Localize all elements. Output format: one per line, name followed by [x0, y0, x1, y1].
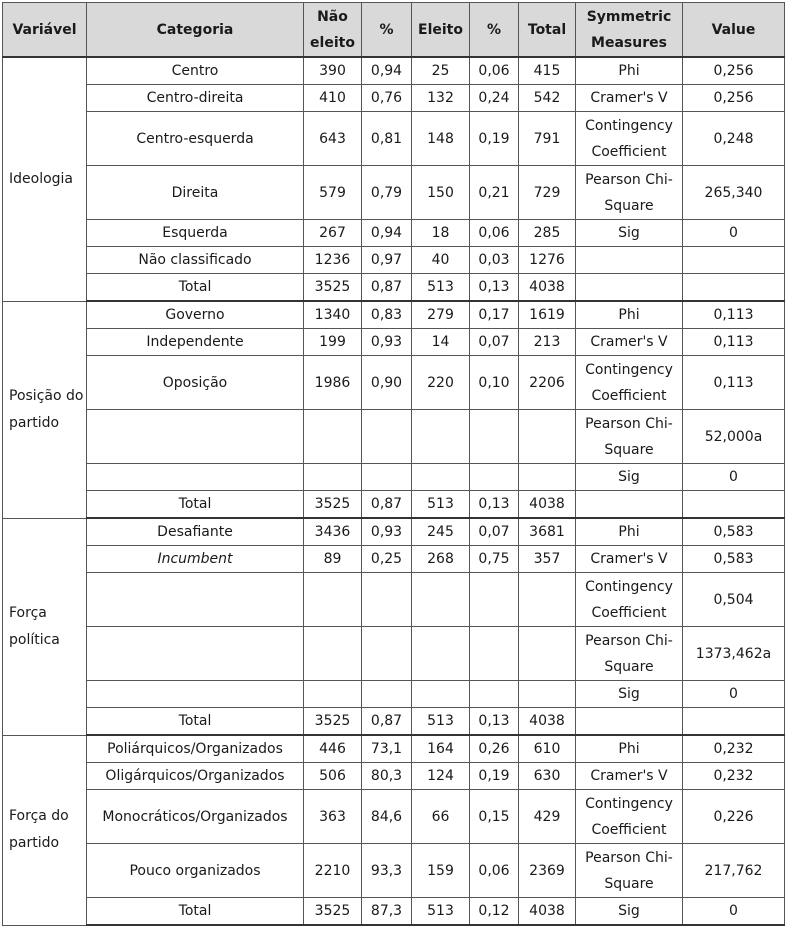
value-cell: 0,232 [683, 763, 785, 790]
value-cell [683, 247, 785, 274]
total-cell: 610 [519, 735, 576, 763]
percent-eleito-cell [470, 573, 519, 627]
table-row [3, 356, 785, 410]
table-row [3, 410, 785, 464]
eleito-cell: 279 [412, 301, 470, 329]
eleito-cell: 25 [412, 57, 470, 85]
value-cell [683, 274, 785, 302]
percent-eleito-cell: 0,06 [470, 844, 519, 898]
categoria-cell: Pouco organizados [87, 844, 304, 898]
nao-eleito-cell: 3525 [304, 708, 362, 736]
table-row [3, 85, 785, 112]
table-row [3, 518, 785, 546]
percent-eleito-cell: 0,10 [470, 356, 519, 410]
total-cell: 1276 [519, 247, 576, 274]
total-cell: 1619 [519, 301, 576, 329]
percent-nao-cell: 84,6 [362, 790, 412, 844]
value-cell: 0,226 [683, 790, 785, 844]
nao-eleito-cell: 446 [304, 735, 362, 763]
nao-eleito-cell: 643 [304, 112, 362, 166]
percent-nao-cell: 80,3 [362, 763, 412, 790]
percent-nao-cell: 0,90 [362, 356, 412, 410]
measure-cell: Cramer's V [576, 85, 683, 112]
percent-eleito-cell: 0,13 [470, 274, 519, 302]
percent-eleito-cell: 0,17 [470, 301, 519, 329]
categoria-cell: Incumbent [87, 546, 304, 573]
percent-eleito-cell: 0,12 [470, 898, 519, 926]
categoria-cell: Poliárquicos/Organizados [87, 735, 304, 763]
results-table [2, 2, 785, 926]
total-cell [519, 681, 576, 708]
table-row [3, 763, 785, 790]
value-cell: 0,256 [683, 85, 785, 112]
measure-cell: Sig [576, 898, 683, 926]
percent-eleito-cell: 0,06 [470, 57, 519, 85]
eleito-cell: 513 [412, 274, 470, 302]
eleito-cell: 159 [412, 844, 470, 898]
percent-eleito-cell [470, 627, 519, 681]
variable-label: Ideologia [3, 57, 87, 301]
percent-eleito-cell: 0,26 [470, 735, 519, 763]
percent-nao-cell: 93,3 [362, 844, 412, 898]
value-cell: 0,583 [683, 546, 785, 573]
table-row [3, 790, 785, 844]
value-cell: 0 [683, 220, 785, 247]
percent-eleito-cell [470, 464, 519, 491]
total-cell [519, 464, 576, 491]
total-cell: 4038 [519, 274, 576, 302]
percent-nao-cell [362, 573, 412, 627]
value-cell: 0 [683, 464, 785, 491]
header-row [3, 3, 785, 58]
categoria-cell: Oligárquicos/Organizados [87, 763, 304, 790]
eleito-cell: 164 [412, 735, 470, 763]
eleito-cell [412, 681, 470, 708]
measure-cell: Cramer's V [576, 546, 683, 573]
percent-eleito-cell: 0,19 [470, 112, 519, 166]
total-cell: 542 [519, 85, 576, 112]
eleito-cell: 513 [412, 491, 470, 519]
total-cell: 729 [519, 166, 576, 220]
eleito-cell: 40 [412, 247, 470, 274]
percent-nao-cell: 0,93 [362, 329, 412, 356]
percent-nao-cell: 87,3 [362, 898, 412, 926]
nao-eleito-cell: 3525 [304, 274, 362, 302]
categoria-cell: Total [87, 708, 304, 736]
table-row [3, 166, 785, 220]
total-cell: 3681 [519, 518, 576, 546]
categoria-cell: Direita [87, 166, 304, 220]
total-cell: 630 [519, 763, 576, 790]
eleito-cell: 124 [412, 763, 470, 790]
percent-eleito-cell: 0,06 [470, 220, 519, 247]
measure-cell: Contingency Coefficient [576, 573, 683, 627]
categoria-cell [87, 464, 304, 491]
percent-nao-cell: 0,87 [362, 708, 412, 736]
eleito-cell: 513 [412, 708, 470, 736]
categoria-cell: Total [87, 274, 304, 302]
total-cell [519, 573, 576, 627]
total-cell: 357 [519, 546, 576, 573]
value-cell: 0,248 [683, 112, 785, 166]
table-row [3, 735, 785, 763]
value-cell: 217,762 [683, 844, 785, 898]
nao-eleito-cell [304, 573, 362, 627]
table-row [3, 708, 785, 736]
eleito-cell [412, 573, 470, 627]
percent-eleito-cell: 0,13 [470, 708, 519, 736]
header-total: Total [519, 3, 576, 58]
percent-nao-cell [362, 464, 412, 491]
percent-nao-cell: 0,83 [362, 301, 412, 329]
total-cell: 4038 [519, 898, 576, 926]
eleito-cell [412, 410, 470, 464]
value-cell: 0,113 [683, 356, 785, 410]
nao-eleito-cell: 3525 [304, 491, 362, 519]
table-row [3, 898, 785, 926]
total-cell [519, 627, 576, 681]
measure-cell: Phi [576, 301, 683, 329]
percent-nao-cell: 73,1 [362, 735, 412, 763]
total-cell [519, 410, 576, 464]
eleito-cell: 513 [412, 898, 470, 926]
table-row [3, 844, 785, 898]
percent-eleito-cell: 0,21 [470, 166, 519, 220]
measure-cell: Pearson Chi-Square [576, 627, 683, 681]
percent-nao-cell: 0,79 [362, 166, 412, 220]
total-cell: 791 [519, 112, 576, 166]
eleito-cell: 66 [412, 790, 470, 844]
categoria-cell: Centro [87, 57, 304, 85]
percent-nao-cell: 0,93 [362, 518, 412, 546]
nao-eleito-cell [304, 681, 362, 708]
value-cell: 52,000a [683, 410, 785, 464]
percent-nao-cell: 0,87 [362, 491, 412, 519]
measure-cell: Cramer's V [576, 329, 683, 356]
percent-nao-cell [362, 410, 412, 464]
percent-nao-cell: 0,87 [362, 274, 412, 302]
value-cell [683, 491, 785, 519]
categoria-cell [87, 410, 304, 464]
measure-cell: Phi [576, 518, 683, 546]
nao-eleito-cell: 89 [304, 546, 362, 573]
value-cell: 0 [683, 898, 785, 926]
nao-eleito-cell [304, 464, 362, 491]
table-row [3, 274, 785, 302]
measure-cell: Contingency Coefficient [576, 356, 683, 410]
value-cell: 0,232 [683, 735, 785, 763]
header-percent-eleito: % [470, 3, 519, 58]
measure-cell: Cramer's V [576, 763, 683, 790]
eleito-cell: 245 [412, 518, 470, 546]
eleito-cell: 14 [412, 329, 470, 356]
measure-cell: Sig [576, 681, 683, 708]
header-categoria: Categoria [87, 3, 304, 58]
percent-eleito-cell: 0,19 [470, 763, 519, 790]
eleito-cell: 148 [412, 112, 470, 166]
total-cell: 4038 [519, 708, 576, 736]
percent-eleito-cell: 0,07 [470, 518, 519, 546]
nao-eleito-cell: 1986 [304, 356, 362, 410]
header-symmetric-measures: Symmetric Measures [576, 3, 683, 58]
measure-cell [576, 274, 683, 302]
value-cell: 0,113 [683, 301, 785, 329]
total-cell: 2206 [519, 356, 576, 410]
nao-eleito-cell: 390 [304, 57, 362, 85]
nao-eleito-cell: 363 [304, 790, 362, 844]
variable-label: Força do partido [3, 735, 87, 925]
categoria-cell: Oposição [87, 356, 304, 410]
total-cell: 415 [519, 57, 576, 85]
percent-nao-cell: 0,97 [362, 247, 412, 274]
percent-eleito-cell: 0,13 [470, 491, 519, 519]
variable-label: Posição do partido [3, 301, 87, 518]
categoria-cell: Centro-esquerda [87, 112, 304, 166]
measure-cell [576, 708, 683, 736]
table-row [3, 329, 785, 356]
percent-nao-cell: 0,94 [362, 220, 412, 247]
total-cell: 4038 [519, 491, 576, 519]
table-row [3, 57, 785, 85]
measure-cell: Pearson Chi-Square [576, 166, 683, 220]
nao-eleito-cell [304, 410, 362, 464]
categoria-cell: Monocráticos/Organizados [87, 790, 304, 844]
measure-cell: Pearson Chi-Square [576, 844, 683, 898]
categoria-cell: Não classificado [87, 247, 304, 274]
nao-eleito-cell: 579 [304, 166, 362, 220]
nao-eleito-cell: 3436 [304, 518, 362, 546]
header-value: Value [683, 3, 785, 58]
measure-cell: Sig [576, 220, 683, 247]
value-cell [683, 708, 785, 736]
measure-cell: Contingency Coefficient [576, 112, 683, 166]
table-row [3, 301, 785, 329]
value-cell: 0,256 [683, 57, 785, 85]
nao-eleito-cell: 1236 [304, 247, 362, 274]
percent-nao-cell: 0,94 [362, 57, 412, 85]
categoria-cell [87, 627, 304, 681]
categoria-cell: Desafiante [87, 518, 304, 546]
percent-eleito-cell: 0,24 [470, 85, 519, 112]
total-cell: 285 [519, 220, 576, 247]
percent-nao-cell: 0,81 [362, 112, 412, 166]
table-row [3, 112, 785, 166]
nao-eleito-cell: 2210 [304, 844, 362, 898]
measure-cell: Pearson Chi-Square [576, 410, 683, 464]
total-cell: 2369 [519, 844, 576, 898]
measure-cell [576, 247, 683, 274]
percent-nao-cell [362, 627, 412, 681]
table-row [3, 573, 785, 627]
nao-eleito-cell: 267 [304, 220, 362, 247]
measure-cell [576, 491, 683, 519]
eleito-cell: 132 [412, 85, 470, 112]
table-row [3, 247, 785, 274]
value-cell: 1373,462a [683, 627, 785, 681]
percent-nao-cell: 0,25 [362, 546, 412, 573]
percent-nao-cell: 0,76 [362, 85, 412, 112]
eleito-cell: 18 [412, 220, 470, 247]
table-row [3, 546, 785, 573]
categoria-cell: Total [87, 898, 304, 926]
nao-eleito-cell [304, 627, 362, 681]
measure-cell: Contingency Coefficient [576, 790, 683, 844]
table-row [3, 681, 785, 708]
percent-nao-cell [362, 681, 412, 708]
eleito-cell: 268 [412, 546, 470, 573]
nao-eleito-cell: 199 [304, 329, 362, 356]
value-cell: 0,504 [683, 573, 785, 627]
categoria-cell [87, 681, 304, 708]
nao-eleito-cell: 410 [304, 85, 362, 112]
total-cell: 429 [519, 790, 576, 844]
total-cell: 213 [519, 329, 576, 356]
eleito-cell [412, 627, 470, 681]
percent-eleito-cell [470, 681, 519, 708]
percent-eleito-cell: 0,07 [470, 329, 519, 356]
table-row [3, 491, 785, 519]
value-cell: 0,583 [683, 518, 785, 546]
value-cell: 0 [683, 681, 785, 708]
variable-label: Força política [3, 518, 87, 735]
measure-cell: Phi [576, 735, 683, 763]
measure-cell: Sig [576, 464, 683, 491]
nao-eleito-cell: 3525 [304, 898, 362, 926]
percent-eleito-cell: 0,75 [470, 546, 519, 573]
table-row [3, 464, 785, 491]
nao-eleito-cell: 506 [304, 763, 362, 790]
percent-eleito-cell [470, 410, 519, 464]
table-row [3, 627, 785, 681]
header-percent-nao: % [362, 3, 412, 58]
header-nao-eleito: Não eleito [304, 3, 362, 58]
categoria-cell [87, 573, 304, 627]
categoria-cell: Esquerda [87, 220, 304, 247]
percent-eleito-cell: 0,03 [470, 247, 519, 274]
categoria-cell: Governo [87, 301, 304, 329]
header-eleito: Eleito [412, 3, 470, 58]
categoria-cell: Centro-direita [87, 85, 304, 112]
eleito-cell: 220 [412, 356, 470, 410]
value-cell: 265,340 [683, 166, 785, 220]
value-cell: 0,113 [683, 329, 785, 356]
percent-eleito-cell: 0,15 [470, 790, 519, 844]
nao-eleito-cell: 1340 [304, 301, 362, 329]
eleito-cell: 150 [412, 166, 470, 220]
categoria-cell: Total [87, 491, 304, 519]
categoria-cell: Independente [87, 329, 304, 356]
measure-cell: Phi [576, 57, 683, 85]
header-variavel: Variável [3, 3, 87, 58]
eleito-cell [412, 464, 470, 491]
table-row [3, 220, 785, 247]
